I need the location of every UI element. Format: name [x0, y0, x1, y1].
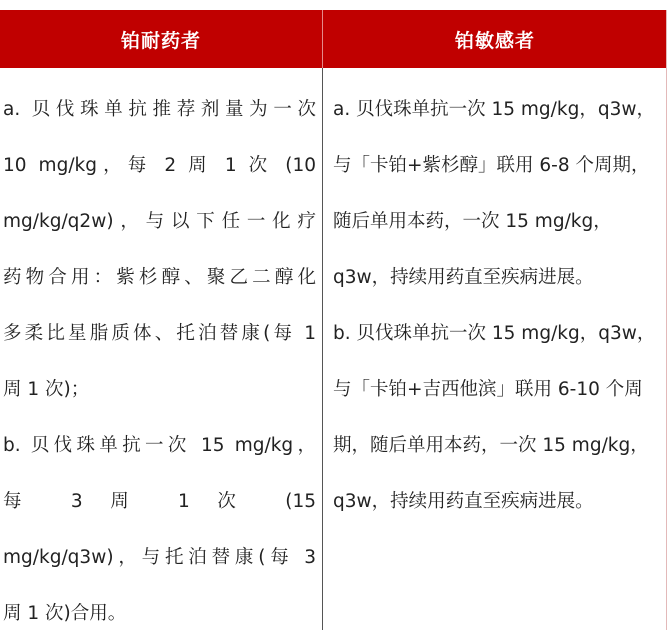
text-line: 药物合用：紫杉醇、聚乙二醇化	[3, 267, 316, 288]
text-line: 期，随后单用本药，一次 15 mg/kg，	[333, 435, 649, 456]
text-line: 10 mg/kg，每 2 周 1 次 (10	[3, 155, 316, 176]
text-line: mg/kg/q3w)，与托泊替康(每 3	[3, 547, 316, 568]
text-line: b. 贝伐珠单抗一次 15 mg/kg，q3w，	[333, 323, 656, 344]
header-platinum-resistant: 铂耐药者	[0, 10, 323, 68]
platinum-sensitive-cell	[323, 68, 666, 630]
text-line: mg/kg/q2w)，与以下任一化疗	[3, 211, 316, 232]
text-line: 多柔比星脂质体、托泊替康(每 1	[3, 323, 316, 344]
text-line: 周 1 次)；	[3, 379, 90, 400]
text-line: 每 3 周 1 次 (15	[3, 491, 316, 512]
table-header	[0, 10, 666, 68]
dosage-table	[0, 10, 667, 630]
header-platinum-sensitive: 铂敏感者	[454, 29, 535, 52]
text-line: 与「卡铂+吉西他滨」联用 6-10 个周	[333, 379, 643, 400]
text-line: q3w，持续用药直至疾病进展。	[333, 267, 594, 288]
text-line: 周 1 次)合用。	[3, 603, 127, 624]
text-line: q3w，持续用药直至疾病进展。	[333, 491, 594, 512]
platinum-resistant-cell	[0, 68, 323, 630]
text-line: 与「卡铂+紫杉醇」联用 6-8 个周期，	[333, 155, 650, 176]
text-line: 随后单用本药，一次 15 mg/kg，	[333, 211, 612, 232]
text-line: a. 贝伐珠单抗一次 15 mg/kg，q3w，	[333, 99, 655, 120]
text-line: a. 贝伐珠单抗推荐剂量为一次	[3, 99, 316, 120]
text-line: b. 贝伐珠单抗一次 15 mg/kg，	[3, 435, 316, 456]
table-body	[0, 68, 666, 630]
